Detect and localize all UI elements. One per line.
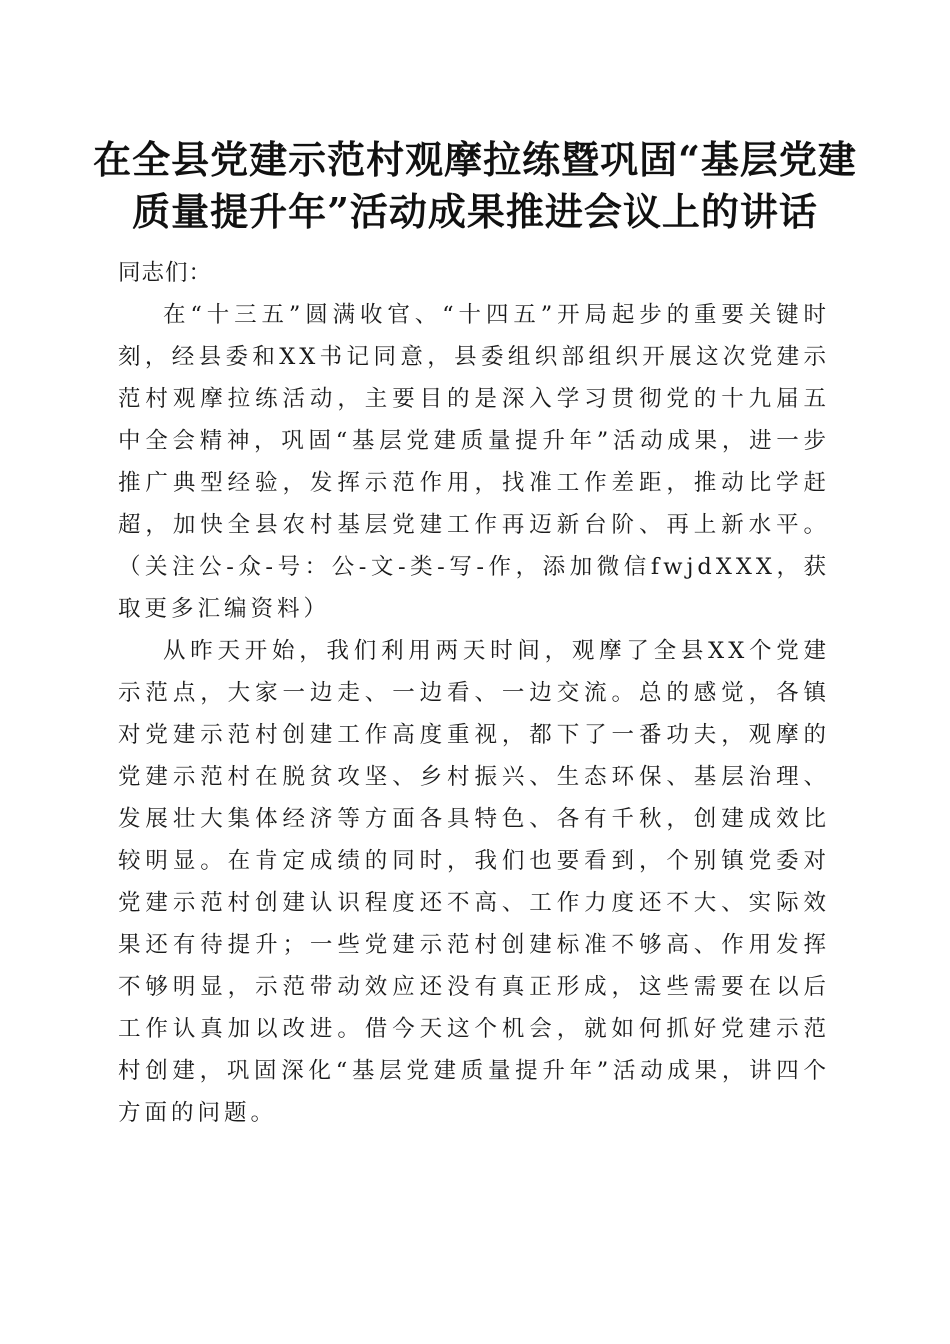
title-line-2: 质量提升年”活动成果推进会议上的讲话 — [132, 189, 818, 234]
paragraph-2: 从昨天开始，我们利用两天时间，观摩了全县XX个党建示范点，大家一边走、一边看、一边交流。总的感觉，各镇对党建示范村创建工作高度重视，都下了一番功夫，观摩的党建示范村在脱贫攻坚、乡村振兴、生态环保、基层治理、发展壮大集体经济等方面各具特色、各有千秋，创建成效比较明显。在肯定成绩的同时，我们也要看到，个别镇党委对党建示范村创建认识程度还不高、工作力度还不大、实际效果还有待提升；一些党建示范村创建标准不够高、作用发挥不够明显，示范带动效应还没有真正形成，这些需要在以后工作认真加以改进。借今天这个机会，就如何抓好党建示范村创建，巩固深化“基层党建质量提升年”活动成果，讲四个方面的问题。 — [118, 638, 830, 1126]
document-body — [118, 252, 830, 1134]
document-title — [80, 134, 870, 238]
salutation: 同志们： — [118, 260, 213, 286]
paragraph-1: 在“十三五”圆满收官、“十四五”开局起步的重要关键时刻，经县委和XX书记同意，县委组织部组织开展这次党建示范村观摩拉练活动，主要目的是深入学习贯彻党的十九届五中全会精神，巩固“基层党建质量提升年”活动成果，进一步推广典型经验，发挥示范作用，找准工作差距，推动比学赶超，加快全县农村基层党建工作再迈新台阶、再上新水平。（关注公-众-号：公-文-类-写-作，添加微信fwjdXXX，获取更多汇编资料） — [118, 302, 830, 622]
title-line-1: 在全县党建示范村观摩拉练暨巩固“基层党建 — [93, 137, 857, 182]
